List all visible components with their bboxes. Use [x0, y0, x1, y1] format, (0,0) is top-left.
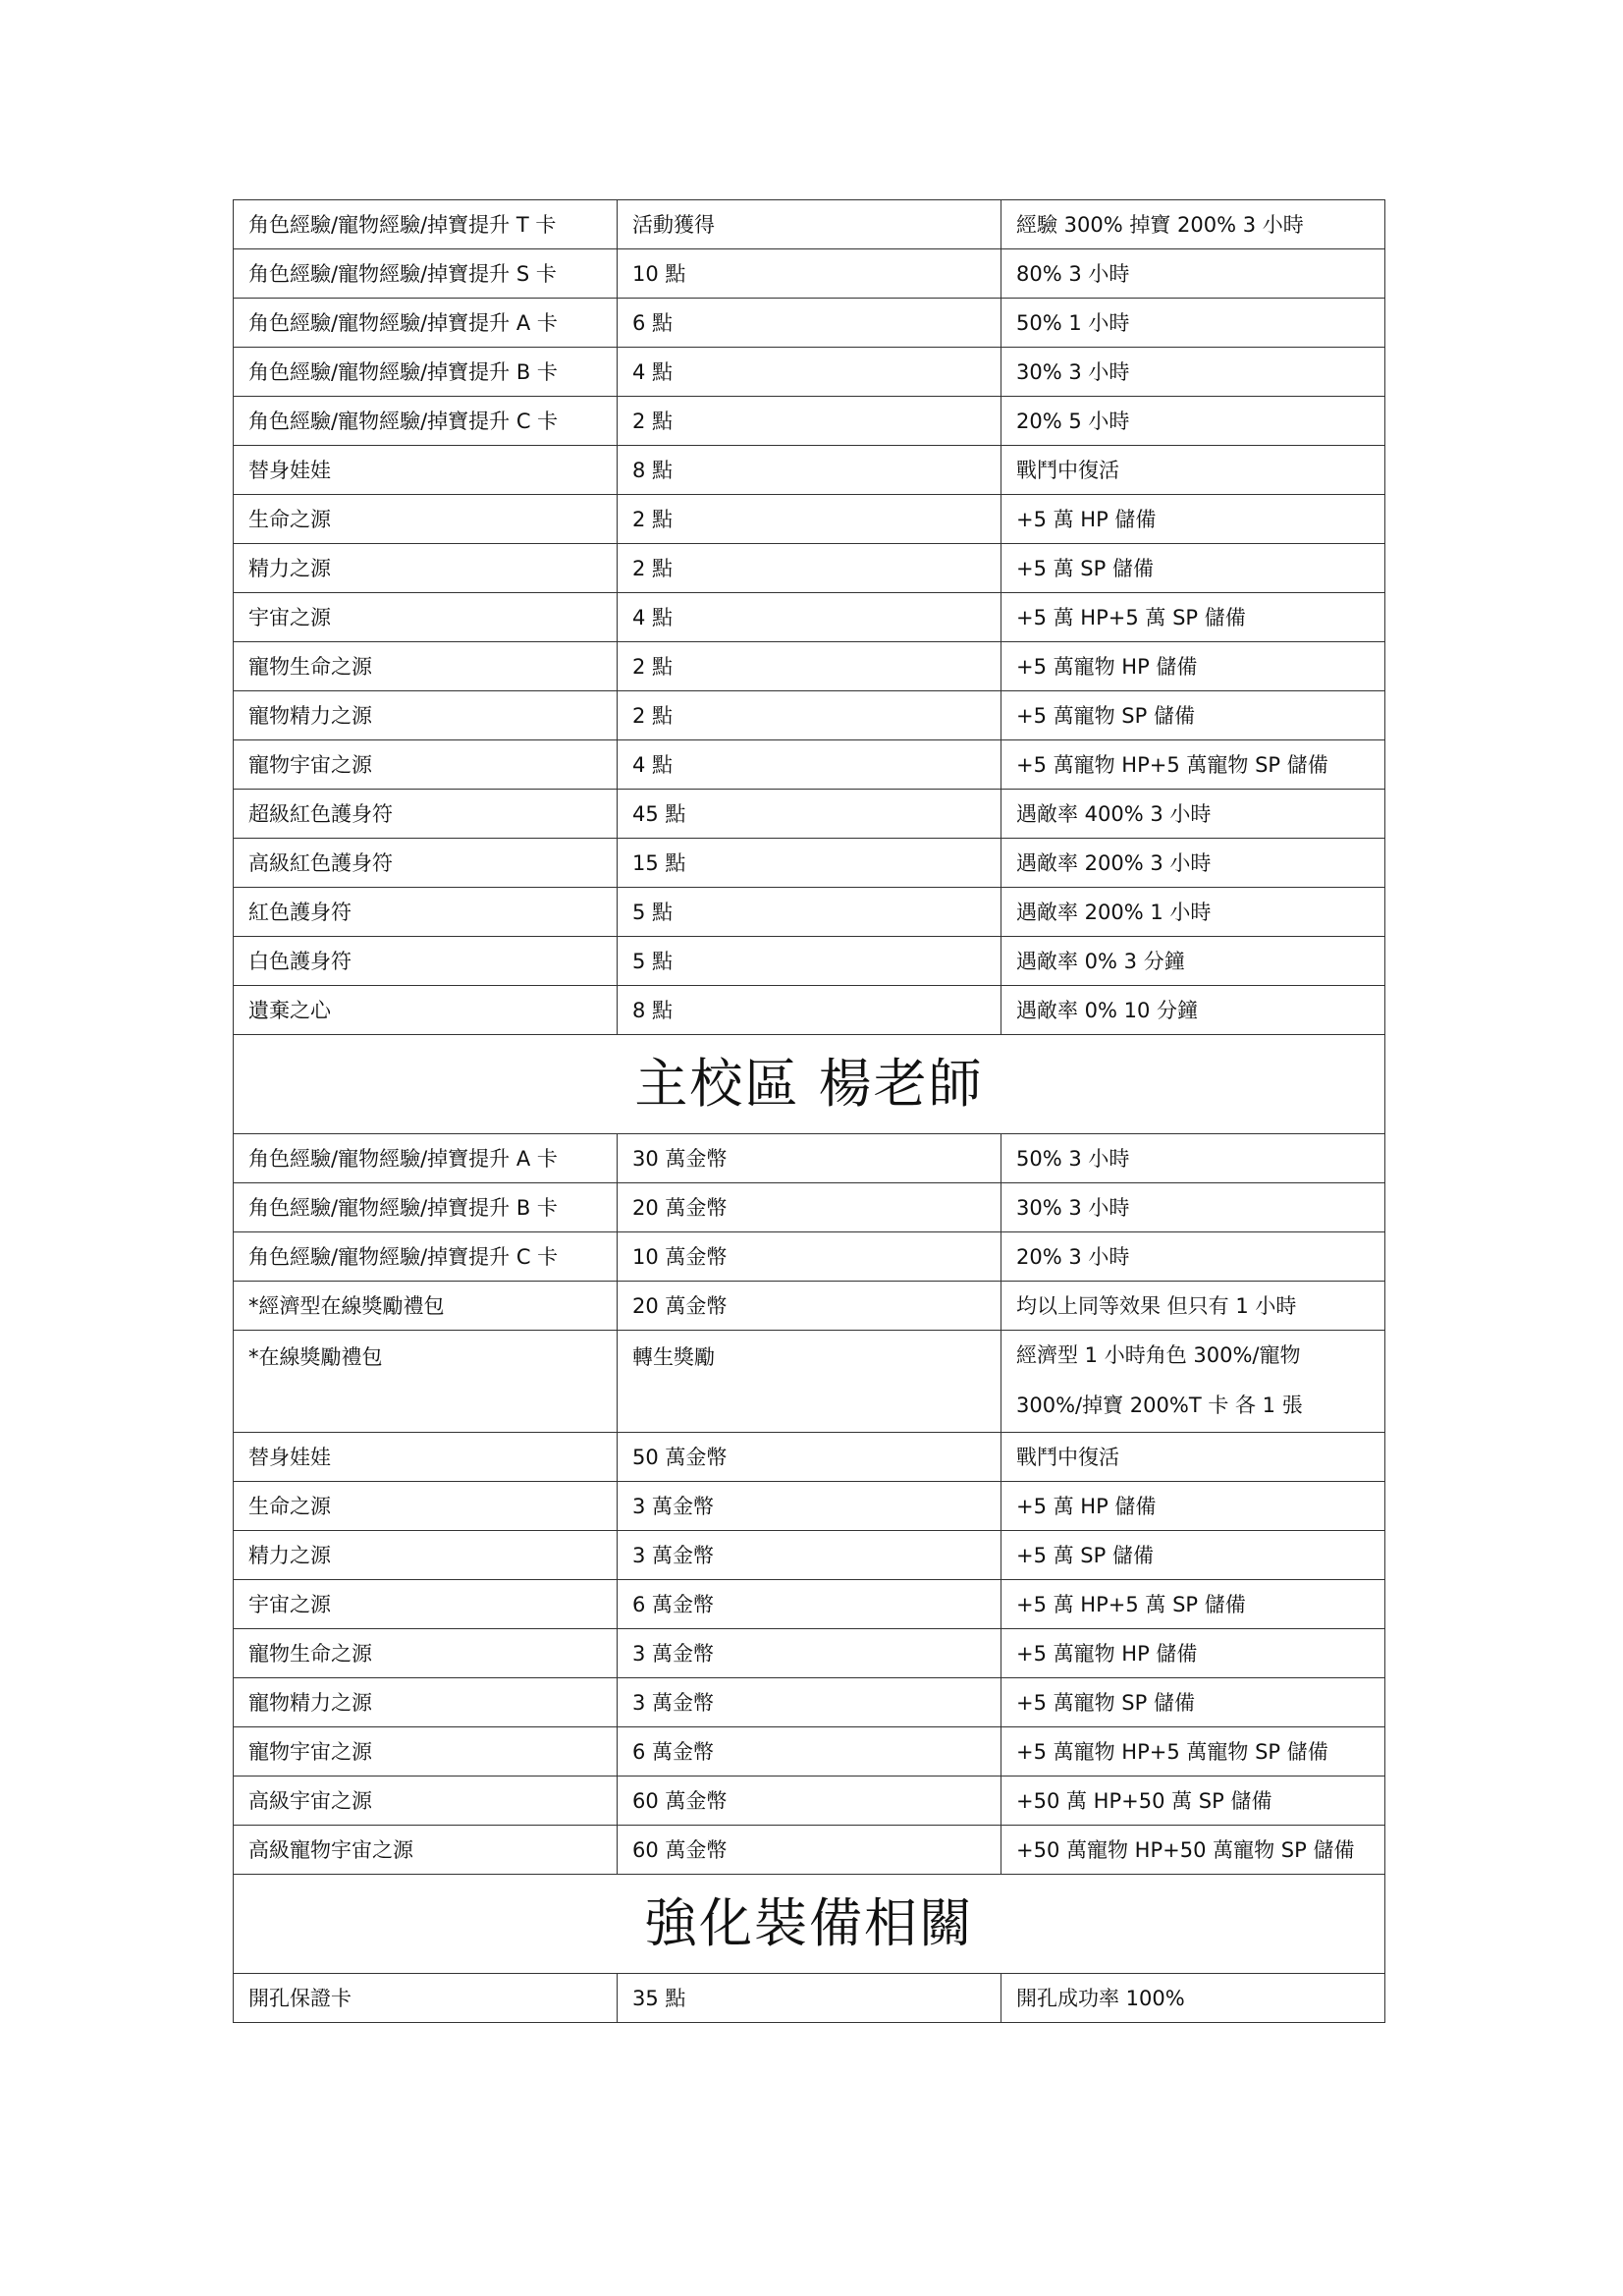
item-effect-cell: +5 萬 SP 儲備: [1001, 544, 1385, 593]
table-row: [234, 397, 1385, 446]
item-name-cell: 生命之源: [234, 1482, 618, 1531]
item-effect-cell: +5 萬 HP+5 萬 SP 儲備: [1001, 593, 1385, 642]
item-effect-cell: 遇敵率 400% 3 小時: [1001, 790, 1385, 839]
item-effect-cell: +5 萬寵物 HP 儲備: [1001, 1629, 1385, 1678]
item-name-cell: 高級宇宙之源: [234, 1777, 618, 1826]
item-price-cell: 30 萬金幣: [618, 1134, 1001, 1183]
table-row: [234, 691, 1385, 740]
item-name-cell: *經濟型在線獎勵禮包: [234, 1282, 618, 1331]
item-price-cell: 20 萬金幣: [618, 1183, 1001, 1232]
section-title-main-campus: 主校區 楊老師: [234, 1035, 1385, 1134]
item-price-cell: 6 點: [618, 299, 1001, 348]
table-row: [234, 348, 1385, 397]
item-effect-cell: +5 萬寵物 HP+5 萬寵物 SP 儲備: [1001, 1727, 1385, 1777]
item-name-cell: 角色經驗/寵物經驗/掉寶提升 S 卡: [234, 249, 618, 299]
item-effect-cell: +50 萬 HP+50 萬 SP 儲備: [1001, 1777, 1385, 1826]
item-effect-cell: 遇敵率 200% 3 小時: [1001, 839, 1385, 888]
item-price-cell: 50 萬金幣: [618, 1433, 1001, 1482]
item-effect-cell: 戰鬥中復活: [1001, 1433, 1385, 1482]
item-price-table-body: [234, 200, 1385, 2023]
item-price-cell: 8 點: [618, 986, 1001, 1035]
item-price-cell: 3 萬金幣: [618, 1678, 1001, 1727]
item-effect-cell: 經驗 300% 掉寶 200% 3 小時: [1001, 200, 1385, 249]
item-name-cell: 紅色護身符: [234, 888, 618, 937]
item-price-cell: 5 點: [618, 888, 1001, 937]
item-name-cell: 寵物宇宙之源: [234, 1727, 618, 1777]
table-row: [234, 1134, 1385, 1183]
item-name-cell: 寵物生命之源: [234, 1629, 618, 1678]
item-name-cell: 白色護身符: [234, 937, 618, 986]
effect-line: 300%/掉寶 200%T 卡 各 1 張: [1016, 1394, 1303, 1417]
item-price-cell: 6 萬金幣: [618, 1727, 1001, 1777]
table-row: [234, 249, 1385, 299]
item-name-cell: 角色經驗/寵物經驗/掉寶提升 A 卡: [234, 299, 618, 348]
table-row: [234, 200, 1385, 249]
item-effect-cell: 開孔成功率 100%: [1001, 1974, 1385, 2023]
item-name-cell: 角色經驗/寵物經驗/掉寶提升 B 卡: [234, 348, 618, 397]
table-row: [234, 1531, 1385, 1580]
item-effect-cell: 遇敵率 0% 3 分鐘: [1001, 937, 1385, 986]
table-row: [234, 790, 1385, 839]
item-price-cell: 60 萬金幣: [618, 1777, 1001, 1826]
item-price-cell: 10 萬金幣: [618, 1232, 1001, 1282]
item-price-cell: 4 點: [618, 593, 1001, 642]
table-row: [234, 642, 1385, 691]
item-effect-cell: +5 萬寵物 SP 儲備: [1001, 691, 1385, 740]
item-price-cell: 2 點: [618, 397, 1001, 446]
item-name-cell: 宇宙之源: [234, 593, 618, 642]
item-name-cell: 替身娃娃: [234, 1433, 618, 1482]
table-row: [234, 1580, 1385, 1629]
table-row: [234, 1678, 1385, 1727]
item-price-cell: 3 萬金幣: [618, 1629, 1001, 1678]
item-price-cell: 3 萬金幣: [618, 1482, 1001, 1531]
item-effect-cell: 均以上同等效果 但只有 1 小時: [1001, 1282, 1385, 1331]
table-row: [234, 740, 1385, 790]
item-effect-cell: 30% 3 小時: [1001, 348, 1385, 397]
item-effect-cell: 20% 3 小時: [1001, 1232, 1385, 1282]
item-name-cell: 生命之源: [234, 495, 618, 544]
item-effect-cell: +5 萬 HP 儲備: [1001, 495, 1385, 544]
table-row: [234, 1629, 1385, 1678]
item-price-cell: 活動獲得: [618, 200, 1001, 249]
item-name-cell: 高級寵物宇宙之源: [234, 1826, 618, 1875]
item-name-cell: *在線獎勵禮包: [234, 1331, 618, 1433]
item-price-cell: 60 萬金幣: [618, 1826, 1001, 1875]
item-effect-cell: +5 萬 HP+5 萬 SP 儲備: [1001, 1580, 1385, 1629]
item-price-cell: 35 點: [618, 1974, 1001, 2023]
effect-line: 經濟型 1 小時角色 300%/寵物: [1016, 1343, 1301, 1367]
item-price-cell: 2 點: [618, 691, 1001, 740]
table-row: [234, 593, 1385, 642]
item-name-cell: 角色經驗/寵物經驗/掉寶提升 C 卡: [234, 1232, 618, 1282]
item-price-cell: 4 點: [618, 740, 1001, 790]
item-price-cell: 20 萬金幣: [618, 1282, 1001, 1331]
table-row: [234, 937, 1385, 986]
item-price-cell: 8 點: [618, 446, 1001, 495]
item-name-cell: 開孔保證卡: [234, 1974, 618, 2023]
item-effect-cell: 遇敵率 200% 1 小時: [1001, 888, 1385, 937]
item-name-cell: 精力之源: [234, 544, 618, 593]
item-price-cell: 轉生獎勵: [618, 1331, 1001, 1433]
item-price-cell: 5 點: [618, 937, 1001, 986]
item-price-cell: 3 萬金幣: [618, 1531, 1001, 1580]
item-name-cell: 精力之源: [234, 1531, 618, 1580]
item-price-cell: 6 萬金幣: [618, 1580, 1001, 1629]
table-row: [234, 839, 1385, 888]
table-row: [234, 1331, 1385, 1433]
item-effect-cell: 遇敵率 0% 10 分鐘: [1001, 986, 1385, 1035]
table-row: [234, 1727, 1385, 1777]
item-name-cell: 替身娃娃: [234, 446, 618, 495]
section-header-row: [234, 1035, 1385, 1134]
table-row: [234, 1183, 1385, 1232]
table-row: [234, 299, 1385, 348]
item-effect-cell: 30% 3 小時: [1001, 1183, 1385, 1232]
table-row: [234, 544, 1385, 593]
item-price-cell: 2 點: [618, 642, 1001, 691]
table-row: [234, 1826, 1385, 1875]
item-name-cell: 寵物精力之源: [234, 1678, 618, 1727]
item-price-cell: 15 點: [618, 839, 1001, 888]
section-header-row: [234, 1875, 1385, 1974]
table-row: [234, 1974, 1385, 2023]
item-price-cell: 2 點: [618, 495, 1001, 544]
table-row: [234, 1433, 1385, 1482]
item-name-cell: 超級紅色護身符: [234, 790, 618, 839]
item-effect-cell: +5 萬寵物 SP 儲備: [1001, 1678, 1385, 1727]
table-row: [234, 888, 1385, 937]
item-price-cell: 45 點: [618, 790, 1001, 839]
item-price-cell: 10 點: [618, 249, 1001, 299]
item-name-cell: 寵物宇宙之源: [234, 740, 618, 790]
section-title-equipment: 強化裝備相關: [234, 1875, 1385, 1974]
item-effect-cell: +5 萬寵物 HP 儲備: [1001, 642, 1385, 691]
item-name-cell: 角色經驗/寵物經驗/掉寶提升 A 卡: [234, 1134, 618, 1183]
item-effect-cell: 20% 5 小時: [1001, 397, 1385, 446]
table-row: [234, 1232, 1385, 1282]
item-name-cell: 遺棄之心: [234, 986, 618, 1035]
table-row: [234, 495, 1385, 544]
item-name-cell: 角色經驗/寵物經驗/掉寶提升 T 卡: [234, 200, 618, 249]
item-name-cell: 寵物生命之源: [234, 642, 618, 691]
item-price-table: [233, 199, 1385, 2023]
table-row: [234, 1482, 1385, 1531]
item-effect-cell: +5 萬 SP 儲備: [1001, 1531, 1385, 1580]
item-price-cell: 4 點: [618, 348, 1001, 397]
table-row: [234, 1777, 1385, 1826]
item-price-cell: 2 點: [618, 544, 1001, 593]
table-row: [234, 1282, 1385, 1331]
item-effect-cell: [1001, 1331, 1385, 1433]
item-effect-cell: 80% 3 小時: [1001, 249, 1385, 299]
item-effect-cell: 50% 1 小時: [1001, 299, 1385, 348]
item-name-cell: 宇宙之源: [234, 1580, 618, 1629]
table-row: [234, 446, 1385, 495]
item-name-cell: 高級紅色護身符: [234, 839, 618, 888]
item-name-cell: 寵物精力之源: [234, 691, 618, 740]
table-row: [234, 986, 1385, 1035]
item-effect-cell: 50% 3 小時: [1001, 1134, 1385, 1183]
item-effect-cell: +5 萬 HP 儲備: [1001, 1482, 1385, 1531]
item-effect-cell: 戰鬥中復活: [1001, 446, 1385, 495]
item-effect-cell: +50 萬寵物 HP+50 萬寵物 SP 儲備: [1001, 1826, 1385, 1875]
item-effect-cell: +5 萬寵物 HP+5 萬寵物 SP 儲備: [1001, 740, 1385, 790]
item-name-cell: 角色經驗/寵物經驗/掉寶提升 B 卡: [234, 1183, 618, 1232]
item-name-cell: 角色經驗/寵物經驗/掉寶提升 C 卡: [234, 397, 618, 446]
